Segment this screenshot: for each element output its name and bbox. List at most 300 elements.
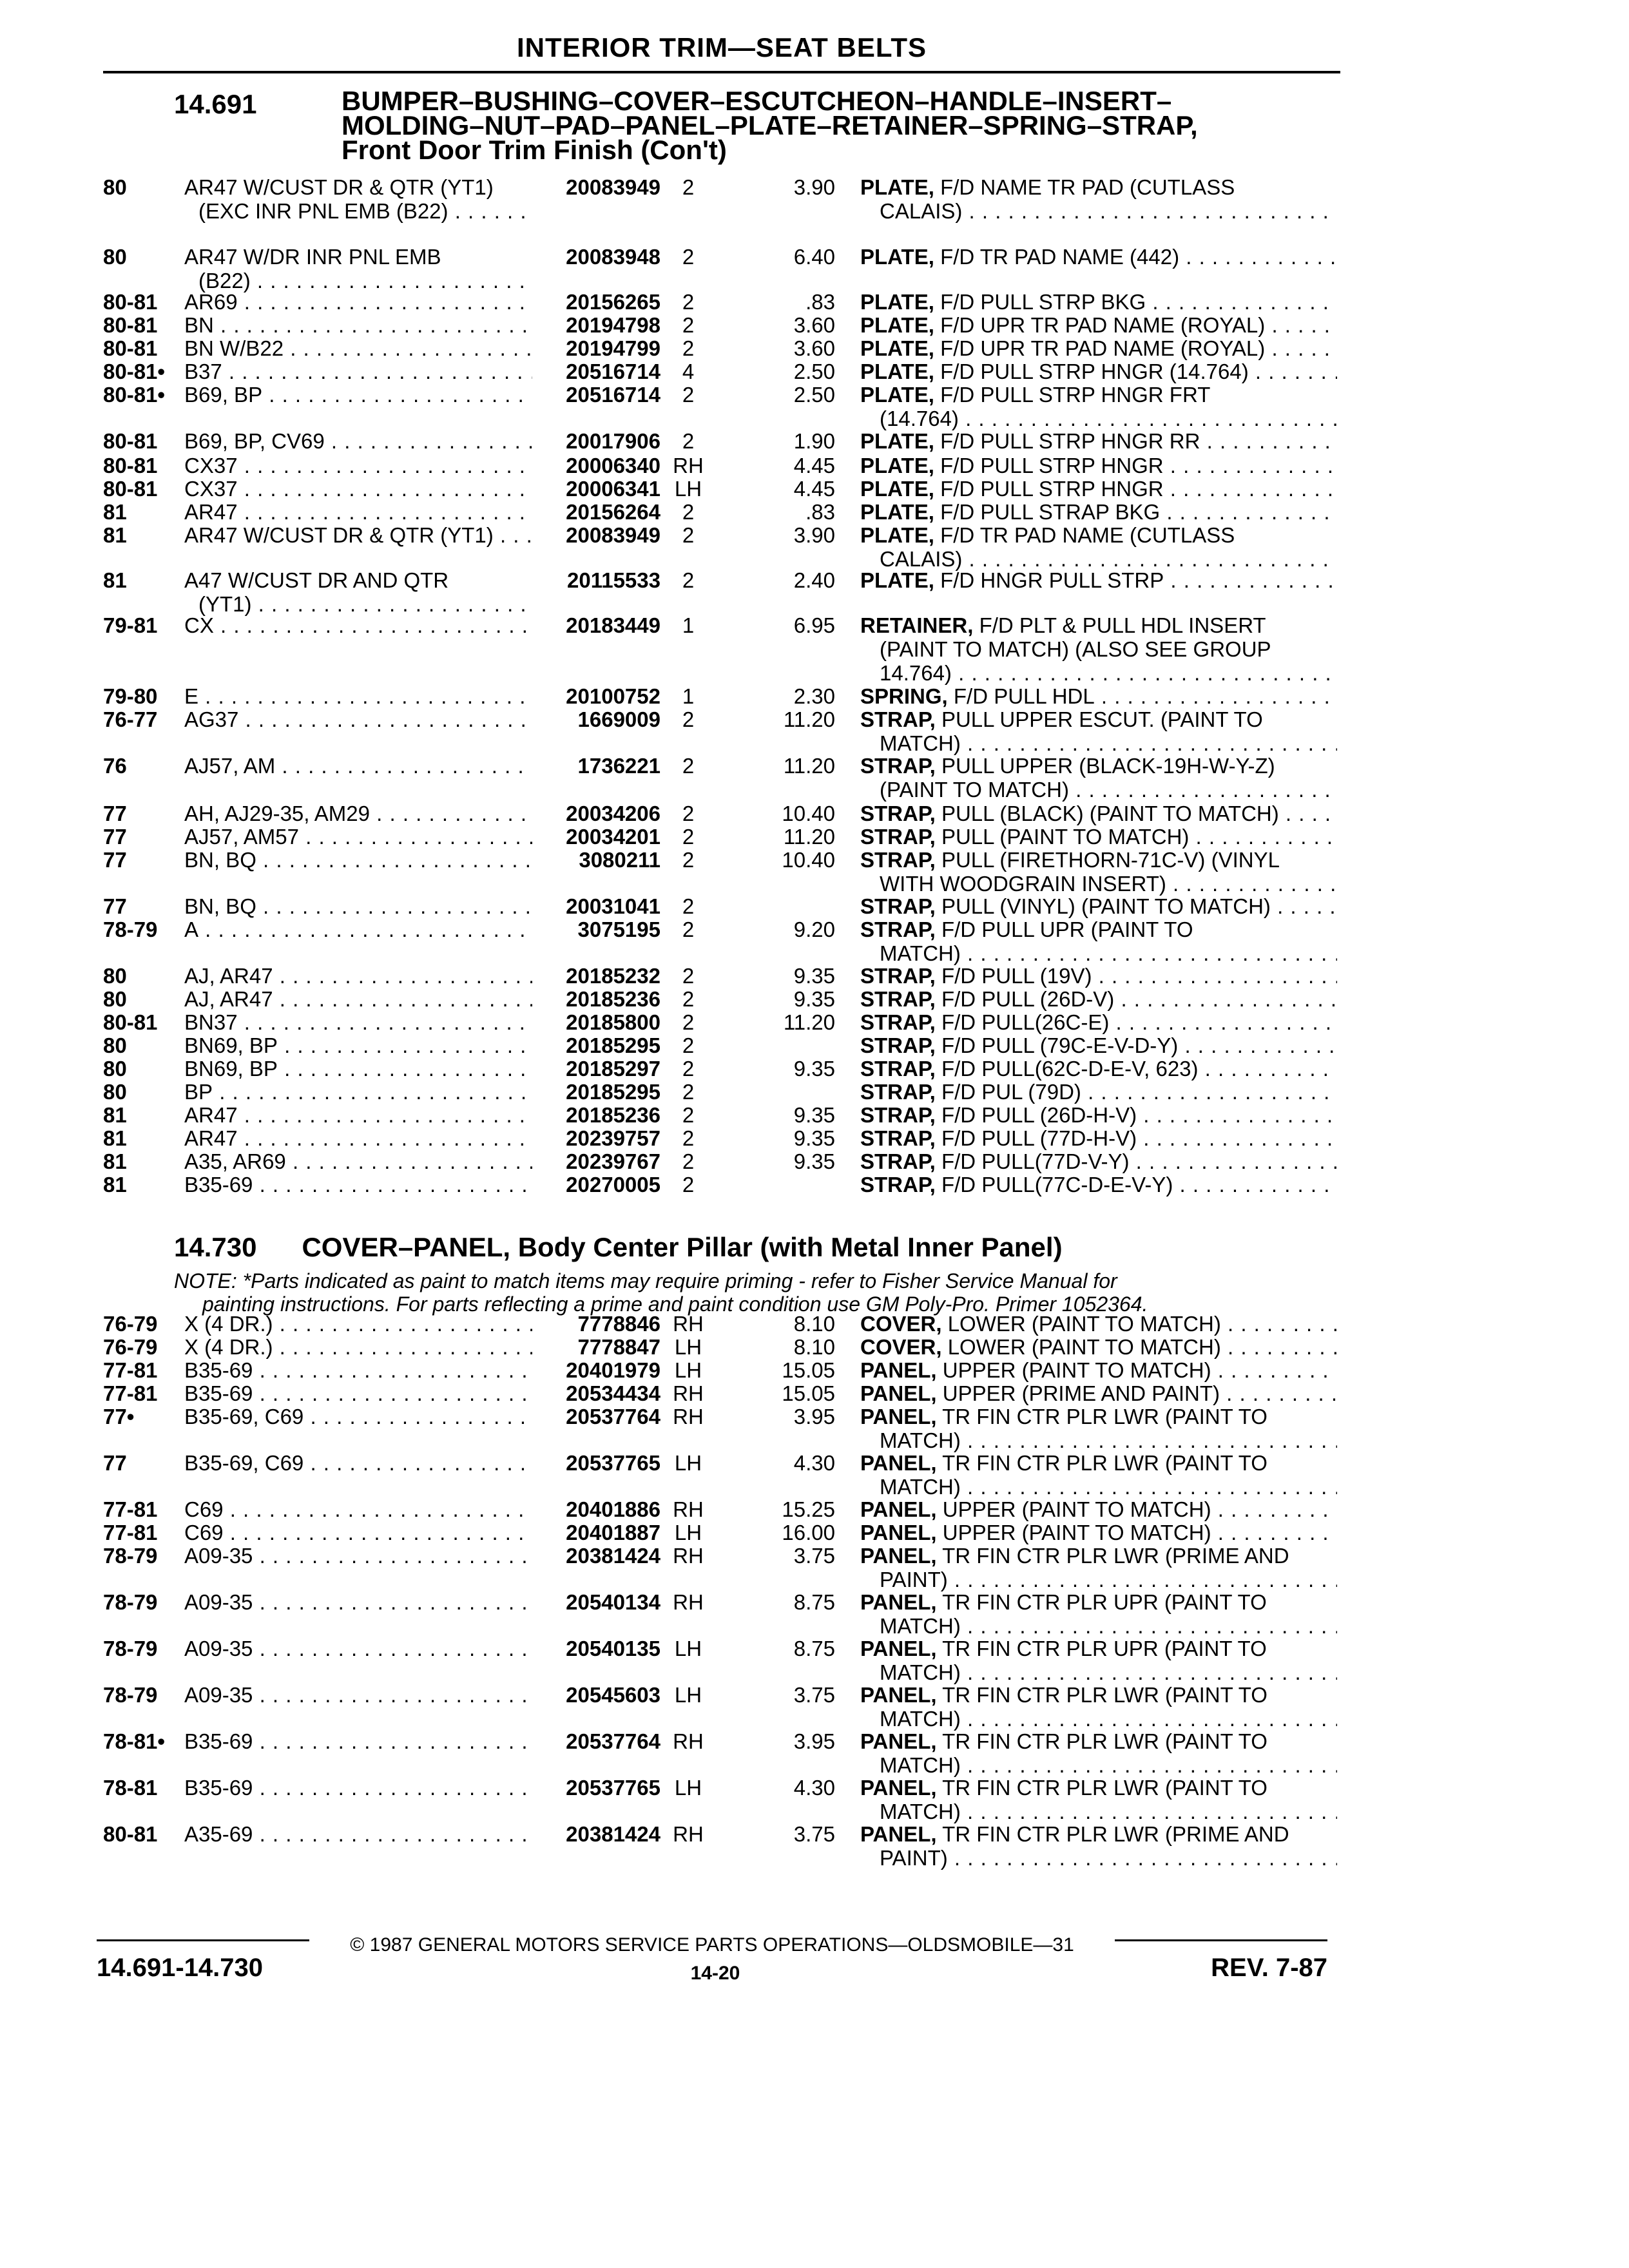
description-text: TR FIN CTR PLR LWR (PRIME AND: [942, 1544, 1289, 1568]
part-number: 3080211: [579, 848, 660, 872]
description-text: MATCH): [880, 1707, 961, 1731]
description: [860, 613, 1337, 685]
description-line: [860, 1568, 1337, 1591]
year-range: 80-81: [103, 429, 158, 453]
description-line: [860, 987, 1337, 1011]
part-number: 20540135: [566, 1637, 660, 1660]
description-text: F/D PULL(62C-D-E-V, 623): [941, 1057, 1199, 1081]
year-range: 78-81•: [103, 1729, 165, 1753]
model-list: [184, 1637, 532, 1660]
description-text: TR FIN CTR PLR LWR (PAINT TO: [942, 1451, 1268, 1475]
description-line: [860, 661, 1337, 685]
description: [860, 1033, 1337, 1057]
year-range: 80-81•: [103, 383, 165, 407]
model-line: B69, BP . . .: [184, 383, 532, 407]
model-list: [184, 1381, 532, 1405]
description-text: F/D PULL STRP HNGR: [940, 454, 1164, 477]
description-text: PULL (VINYL) (PAINT TO MATCH): [941, 894, 1271, 918]
price: 1.90: [793, 429, 835, 453]
model-list: [184, 500, 532, 524]
quantity: LH: [674, 1521, 702, 1544]
item-name: PANEL,: [860, 1497, 937, 1521]
description: [860, 523, 1337, 571]
quantity: RH: [673, 1405, 704, 1428]
price: 6.95: [793, 613, 835, 637]
description-text: TR FIN CTR PLR UPR (PAINT TO: [942, 1590, 1267, 1614]
description: [860, 477, 1337, 501]
model-line: AJ57, AM57 . . .: [184, 825, 532, 849]
year-range: 81: [103, 1173, 127, 1196]
year-range: 77-81: [103, 1497, 158, 1521]
year-range: 80-81: [103, 336, 158, 360]
part-number: 1669009: [577, 707, 660, 731]
model-list: [184, 429, 532, 453]
description: [860, 1080, 1337, 1104]
item-name: COVER,: [860, 1312, 942, 1336]
model-list: [184, 523, 532, 547]
part-number: 20270005: [566, 1173, 660, 1196]
model-line: AR47 W/CUST DR & QTR (YT1): [184, 175, 494, 199]
model-line: B35-69 . . .: [184, 1776, 532, 1800]
description-text: F/D TR PAD NAME (442): [940, 245, 1180, 269]
price: .83: [805, 290, 835, 314]
model-list: [184, 336, 532, 360]
quantity: LH: [674, 1683, 702, 1707]
description-line: [860, 894, 1337, 918]
model-line: AR47 . . .: [184, 1103, 532, 1127]
description: [860, 245, 1337, 269]
year-range: 80: [103, 964, 127, 988]
section-heading-14-730: [174, 1232, 1108, 1263]
description-line: [860, 872, 1337, 896]
model-line: BN69, BP . . .: [184, 1033, 532, 1057]
description-text: MATCH): [880, 1753, 961, 1777]
description-line: [860, 1729, 1337, 1753]
description-text: PULL UPPER (BLACK-19H-W-Y-Z): [941, 754, 1275, 778]
item-name: PLATE,: [860, 360, 934, 383]
price: 2.30: [793, 684, 835, 708]
description: [860, 1451, 1337, 1499]
model-list: [184, 1149, 532, 1173]
model-line: A35, AR69 . . .: [184, 1149, 532, 1173]
year-range: 81: [103, 500, 127, 524]
part-number: 20083949: [566, 523, 660, 547]
year-range: 76-77: [103, 707, 158, 731]
part-number: 20185236: [566, 1103, 660, 1127]
item-name: STRAP,: [860, 964, 936, 988]
description-line: [860, 1544, 1337, 1568]
description-line: [860, 1753, 1337, 1777]
section-number: 14.691: [174, 89, 257, 119]
part-number: 20185236: [566, 987, 660, 1011]
price: 9.35: [793, 1149, 835, 1173]
part-number: 20516714: [566, 383, 660, 407]
price: 9.35: [793, 964, 835, 988]
model-line: BN . . .: [184, 313, 532, 337]
model-list: [184, 1451, 532, 1475]
model-line: B37 . . .: [184, 360, 532, 383]
model-line: B35-69, C69 . . .: [184, 1451, 532, 1475]
item-name: PANEL,: [860, 1381, 937, 1405]
description-line: [860, 360, 1337, 383]
description: [860, 1010, 1337, 1034]
description-line: [860, 523, 1337, 547]
item-name: PLATE,: [860, 454, 934, 477]
quantity: 2: [682, 1103, 695, 1127]
price: 9.35: [793, 1126, 835, 1150]
quantity: 2: [682, 175, 695, 199]
description: [860, 1776, 1337, 1823]
footer-revision: REV. 7-87: [1211, 1954, 1327, 1982]
description-line: [860, 454, 1337, 477]
model-list: [184, 964, 532, 988]
item-name: RETAINER,: [860, 613, 974, 637]
quantity: 2: [682, 1033, 695, 1057]
quantity: 2: [682, 707, 695, 731]
model-list: [184, 245, 532, 293]
model-list: [184, 918, 532, 941]
description-line: [860, 1614, 1337, 1638]
part-number: 20185800: [566, 1010, 660, 1034]
section-note: [174, 1269, 1347, 1316]
quantity: LH: [674, 1335, 702, 1359]
description: [860, 383, 1337, 430]
part-number: 20083949: [566, 175, 660, 199]
year-range: 76-79: [103, 1335, 158, 1359]
quantity: 2: [682, 1010, 695, 1034]
model-line: A35-69 . . .: [184, 1822, 532, 1846]
year-range: 77: [103, 894, 127, 918]
description: [860, 175, 1337, 223]
quantity: LH: [674, 1358, 702, 1382]
price: 9.20: [793, 918, 835, 941]
part-number: 20083948: [566, 245, 660, 269]
description-line: [860, 1010, 1337, 1034]
part-number: 20401979: [566, 1358, 660, 1382]
price: 3.75: [793, 1822, 835, 1846]
year-range: 80: [103, 175, 127, 199]
price: 4.45: [793, 477, 835, 501]
quantity: 2: [682, 987, 695, 1011]
description-text: (14.764): [880, 407, 959, 430]
part-number: 20401886: [566, 1497, 660, 1521]
model-list: [184, 1312, 532, 1336]
model-line: (B22) . . .: [184, 269, 532, 293]
model-list: [184, 313, 532, 337]
part-number: 20006340: [566, 454, 660, 477]
item-name: STRAP,: [860, 802, 936, 825]
year-range: 80-81: [103, 313, 158, 337]
quantity: LH: [674, 1637, 702, 1660]
description-text: UPPER (PAINT TO MATCH): [942, 1497, 1211, 1521]
part-number: 20540134: [566, 1590, 660, 1614]
description-line: [860, 1683, 1337, 1707]
description-line: [860, 429, 1337, 453]
model-line: C69 . . .: [184, 1497, 532, 1521]
item-name: PANEL,: [860, 1405, 937, 1428]
model-line: A09-35 . . .: [184, 1683, 532, 1707]
item-name: STRAP,: [860, 894, 936, 918]
model-line: (EXC INR PNL EMB (B22) . . .: [184, 199, 532, 223]
model-line: C69 . . .: [184, 1521, 532, 1544]
description: [860, 964, 1337, 988]
description-text: MATCH): [880, 1800, 961, 1823]
quantity: 2: [682, 383, 695, 407]
quantity: 2: [682, 1126, 695, 1150]
description-line: [860, 245, 1337, 269]
quantity: 2: [682, 848, 695, 872]
part-number: 20239757: [566, 1126, 660, 1150]
year-range: 80: [103, 245, 127, 269]
item-name: STRAP,: [860, 918, 936, 941]
quantity: 1: [682, 613, 695, 637]
model-list: [184, 825, 532, 849]
part-number: 20115533: [566, 568, 660, 592]
quantity: 2: [682, 313, 695, 337]
part-number: 20156265: [566, 290, 660, 314]
item-name: PANEL,: [860, 1776, 937, 1800]
model-line: BN37 . . .: [184, 1010, 532, 1034]
quantity: 1: [682, 684, 695, 708]
description-text: F/D HNGR PULL STRP: [940, 568, 1164, 592]
quantity: 2: [682, 245, 695, 269]
model-line: B35-69 . . .: [184, 1381, 532, 1405]
model-list: [184, 360, 532, 383]
item-name: PANEL,: [860, 1590, 937, 1614]
description-text: MATCH): [880, 1428, 961, 1452]
quantity: LH: [674, 1451, 702, 1475]
description-text: F/D PULL (79C-E-V-D-Y): [941, 1033, 1179, 1057]
model-line: CX . . .: [184, 613, 532, 637]
description-text: F/D PULL (26D-H-V): [941, 1103, 1137, 1127]
price: 15.05: [782, 1358, 835, 1382]
model-list: [184, 568, 532, 616]
description: [860, 1173, 1337, 1196]
description-line: [860, 637, 1337, 661]
model-line: A . . .: [184, 918, 532, 941]
model-list: [184, 894, 532, 918]
item-name: PLATE,: [860, 336, 934, 360]
description-line: [860, 825, 1337, 849]
description-text: F/D NAME TR PAD (CUTLASS: [940, 175, 1235, 199]
description-text: F/D UPR TR PAD NAME (ROYAL): [940, 336, 1266, 360]
model-line: AR47 W/DR INR PNL EMB: [184, 245, 441, 269]
part-number: 20034206: [566, 802, 660, 825]
description-text: F/D PUL (79D): [941, 1080, 1081, 1104]
price: 6.40: [793, 245, 835, 269]
description-text: F/D PULL (19V): [941, 964, 1092, 988]
description-text: TR FIN CTR PLR LWR (PAINT TO: [942, 1683, 1268, 1707]
model-list: [184, 754, 532, 778]
note-line: painting instructions. For parts reflecting a prime and paint condition use GM Poly-Pro. Primer 1052364.: [202, 1293, 1148, 1316]
quantity: 4: [682, 360, 695, 383]
description-line: [860, 1521, 1337, 1544]
price: 3.90: [793, 523, 835, 547]
item-name: PLATE,: [860, 523, 934, 547]
quantity: RH: [673, 1729, 704, 1753]
description-text: F/D PULL STRP HNGR FRT: [940, 383, 1211, 407]
quantity: LH: [674, 1776, 702, 1800]
model-line: E . . .: [184, 684, 532, 708]
model-list: [184, 1544, 532, 1568]
model-list: [184, 454, 532, 477]
description: [860, 1057, 1337, 1081]
quantity: 2: [682, 1057, 695, 1081]
year-range: 78-79: [103, 918, 158, 941]
model-list: [184, 1173, 532, 1196]
description-line: [860, 684, 1337, 708]
description-text: UPPER (PRIME AND PAINT): [942, 1381, 1220, 1405]
quantity: 2: [682, 802, 695, 825]
part-number: 7778847: [577, 1335, 660, 1359]
model-list: [184, 848, 532, 872]
model-list: [184, 290, 532, 314]
price: 15.25: [782, 1497, 835, 1521]
price: 15.05: [782, 1381, 835, 1405]
description: [860, 802, 1337, 825]
description: [860, 454, 1337, 477]
description-line: [860, 731, 1337, 755]
description: [860, 1312, 1337, 1336]
description-line: [860, 1637, 1337, 1660]
description-text: PAINT): [880, 1846, 948, 1870]
part-number: 20381424: [566, 1822, 660, 1846]
model-line: B35-69, C69 . . .: [184, 1405, 532, 1428]
item-name: STRAP,: [860, 1173, 936, 1196]
quantity: RH: [673, 1822, 704, 1846]
model-list: [184, 707, 532, 731]
year-range: 80-81: [103, 477, 158, 501]
description-line: [860, 778, 1337, 802]
description-text: PULL (FIRETHORN-71C-V) (VINYL: [941, 848, 1280, 872]
quantity: 2: [682, 500, 695, 524]
model-list: [184, 987, 532, 1011]
description: [860, 500, 1337, 524]
model-list: [184, 1405, 532, 1428]
section-title-line: BUMPER–BUSHING–COVER–ESCUTCHEON–HANDLE–INSERT–: [342, 86, 1172, 116]
model-list: [184, 477, 532, 501]
year-range: 80-81: [103, 1822, 158, 1846]
model-list: [184, 1521, 532, 1544]
footer-group-range: 14.691-14.730: [97, 1954, 264, 1982]
description-line: [860, 1057, 1337, 1081]
item-name: STRAP,: [860, 1126, 936, 1150]
price: 10.40: [782, 848, 835, 872]
item-name: PLATE,: [860, 290, 934, 314]
year-range: 78-81: [103, 1776, 158, 1800]
quantity: RH: [673, 1381, 704, 1405]
price: .83: [805, 500, 835, 524]
year-range: 81: [103, 523, 127, 547]
part-number: 20100752: [566, 684, 660, 708]
description: [860, 568, 1337, 592]
quantity: 2: [682, 1080, 695, 1104]
quantity: 2: [682, 336, 695, 360]
model-line: BN69, BP . . .: [184, 1057, 532, 1081]
year-range: 77-81: [103, 1381, 158, 1405]
part-number: 3075195: [577, 918, 660, 941]
model-list: [184, 1729, 532, 1753]
description: [860, 894, 1337, 918]
model-list: [184, 1335, 532, 1359]
part-number: 20185297: [566, 1057, 660, 1081]
item-name: PANEL,: [860, 1822, 937, 1846]
model-line: AR69 . . .: [184, 290, 532, 314]
price: 11.20: [783, 1010, 835, 1034]
quantity: RH: [673, 1544, 704, 1568]
description-text: MATCH): [880, 941, 961, 965]
year-range: 77: [103, 1451, 127, 1475]
item-name: PLATE,: [860, 383, 934, 407]
description-text: F/D PULL(26C-E): [941, 1010, 1110, 1034]
description-text: F/D PULL STRP BKG: [940, 290, 1146, 314]
year-range: 80: [103, 987, 127, 1011]
description-line: [860, 613, 1337, 637]
item-name: PANEL,: [860, 1683, 937, 1707]
model-line: A09-35 . . .: [184, 1544, 532, 1568]
item-name: PLATE,: [860, 477, 934, 501]
description-line: [860, 1080, 1337, 1104]
item-name: STRAP,: [860, 754, 936, 778]
description-line: [860, 1312, 1337, 1336]
description-line: [860, 918, 1337, 941]
year-range: 78-79: [103, 1590, 158, 1614]
description-text: MATCH): [880, 1660, 961, 1684]
footer-page-number: 14-20: [690, 1963, 740, 1984]
item-name: PANEL,: [860, 1451, 937, 1475]
description: [860, 1405, 1337, 1452]
description: [860, 825, 1337, 849]
year-range: 77: [103, 825, 127, 849]
description-line: [860, 313, 1337, 337]
description: [860, 1590, 1337, 1638]
part-number: 20194798: [566, 313, 660, 337]
model-list: [184, 1776, 532, 1800]
part-number: 20537764: [566, 1729, 660, 1753]
description: [860, 1544, 1337, 1591]
model-list: [184, 1103, 532, 1127]
price: 3.75: [793, 1544, 835, 1568]
description-text: F/D PULL UPR (PAINT TO: [941, 918, 1193, 941]
description-line: [860, 1358, 1337, 1382]
description: [860, 313, 1337, 337]
model-line: AJ57, AM . . .: [184, 754, 532, 778]
model-line: CX37 . . .: [184, 454, 532, 477]
year-range: 80: [103, 1033, 127, 1057]
model-line: (YT1) . . .: [184, 592, 532, 616]
item-name: PLATE,: [860, 429, 934, 453]
model-list: [184, 613, 532, 637]
item-name: STRAP,: [860, 1103, 936, 1127]
description-text: MATCH): [880, 731, 961, 755]
model-line: X (4 DR.) . . .: [184, 1312, 532, 1336]
description: [860, 1637, 1337, 1684]
model-line: AR47 . . .: [184, 500, 532, 524]
model-list: [184, 383, 532, 407]
item-name: PLATE,: [860, 313, 934, 337]
part-number: 20545603: [566, 1683, 660, 1707]
price: 3.95: [793, 1405, 835, 1428]
price: 11.20: [783, 825, 835, 849]
model-list: [184, 1683, 532, 1707]
description-text: CALAIS): [880, 199, 963, 223]
description-line: [860, 547, 1337, 571]
price: 4.30: [793, 1451, 835, 1475]
description-line: [860, 1590, 1337, 1614]
description-line: [860, 754, 1337, 778]
description-text: TR FIN CTR PLR LWR (PAINT TO: [942, 1729, 1268, 1753]
quantity: 2: [682, 568, 695, 592]
